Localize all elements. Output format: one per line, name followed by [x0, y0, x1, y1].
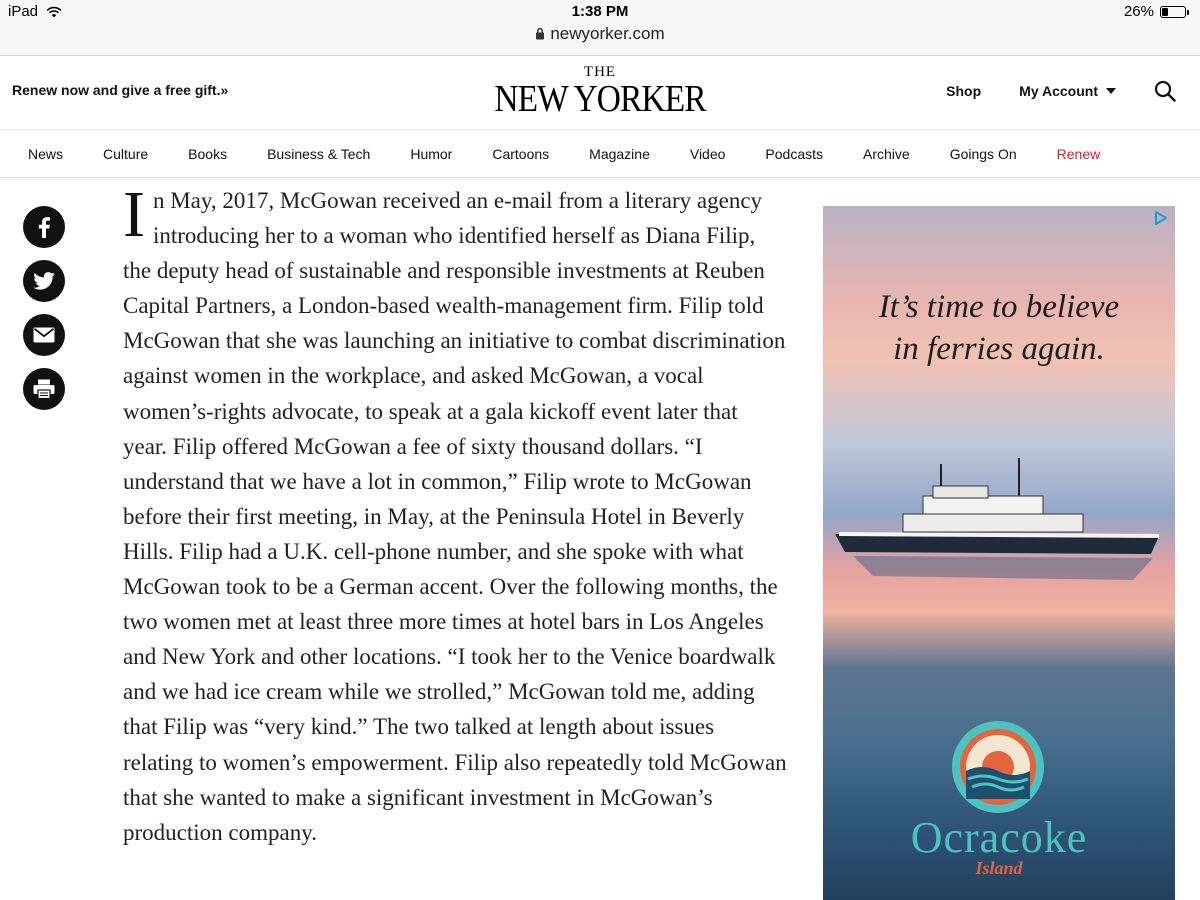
article-text: n May, 2017, McGowan received an e-mail from a literary agency introducing her to a woman who identified herself as Diana Filip, the deputy head of sustainable and responsible investments at Reuben Capital Partners, a London-based wealth-management firm. Filip told McGowan that she was launching an initiative to combat discrimination against women in the workplace, and asked McGowan, a vocal women’s-rights advocate, to speak at a gala kickoff event later that year. Filip offered McGowan a fee of sixty thousand dollars. “I understand that we have a lot in common,” Filip wrote to McGowan before their first meeting, in May, at the Peninsula Hotel in Beverly Hills. Filip had a U.K. cell-phone number, and she spoke with what McGowan took to be a German accent. Over the following months, the two women met at least three more times at hotel bars in Los Angeles and New York and other locations. “I took her to the Venice boardwalk and we had ice cream while we strolled,” McGowan told me, adding that Filip was “very kind.” The two talked at length about issues relating to women’s empowerment. Filip also repeatedly told McGowan that she wanted to make a significant investment in McGowan’s production company. [123, 188, 787, 845]
share-facebook-button[interactable] [23, 206, 65, 248]
print-icon [33, 379, 55, 399]
renew-promo-link[interactable]: Renew now and give a free gift.» [12, 82, 229, 98]
share-twitter-button[interactable] [23, 260, 65, 302]
nav-item-humor[interactable]: Humor [410, 145, 453, 162]
share-bar [23, 206, 65, 410]
ferry-advertisement[interactable] [823, 206, 1175, 900]
ad-brand: Ocracoke [910, 813, 1088, 862]
battery-percent: 26% [1123, 3, 1154, 20]
search-icon[interactable] [1154, 80, 1176, 102]
facebook-icon [37, 216, 51, 238]
site-header [0, 56, 1200, 130]
share-print-button[interactable] [23, 368, 65, 410]
my-account-menu[interactable] [1019, 83, 1116, 99]
chevron-down-icon [1106, 88, 1116, 94]
ad-tagline [823, 286, 1175, 370]
nav-item-archive[interactable]: Archive [863, 145, 910, 162]
ad-brand-sub: Island [975, 858, 1023, 878]
ad-tagline-line1: It’s time to believe [878, 289, 1120, 325]
nav-item-renew[interactable]: Renew [1056, 145, 1101, 162]
nav-item-news[interactable]: News [28, 145, 64, 162]
lock-icon [535, 27, 545, 40]
section-nav [0, 130, 1200, 178]
nav-item-magazine[interactable]: Magazine [589, 145, 650, 162]
logo-the: THE [583, 64, 617, 80]
article-paragraph [123, 178, 787, 850]
my-account-label: My Account [1019, 83, 1098, 99]
battery-icon [1160, 6, 1186, 18]
nav-item-business-tech[interactable]: Business & Tech [267, 145, 371, 162]
status-right [1124, 3, 1186, 20]
nav-item-culture[interactable]: Culture [103, 145, 149, 162]
ocracoke-sun-logo [950, 719, 1046, 815]
nav-item-podcasts[interactable]: Podcasts [765, 145, 824, 162]
shop-link[interactable]: Shop [946, 83, 982, 99]
share-email-button[interactable] [23, 314, 65, 356]
clock: 1:38 PM [571, 3, 629, 20]
email-icon [33, 327, 55, 343]
url-domain: newyorker.com [550, 24, 665, 43]
header-actions [946, 80, 1176, 102]
article-body [123, 178, 787, 850]
ad-choices-icon[interactable] [1153, 210, 1169, 226]
address-bar[interactable] [0, 24, 1200, 44]
battery-fill [1162, 8, 1168, 16]
nav-item-cartoons[interactable]: Cartoons [492, 145, 550, 162]
ad-tagline-line2: in ferries again. [893, 331, 1105, 367]
nav-item-video[interactable]: Video [689, 145, 726, 162]
drop-cap: I [123, 178, 145, 251]
device-name: iPad [8, 3, 39, 20]
nav-item-books[interactable]: Books [188, 145, 228, 162]
ferry-image [833, 456, 1163, 586]
logo-main: NEW YORKER [494, 78, 706, 120]
twitter-icon [33, 272, 55, 290]
nav-item-goings-on[interactable]: Goings On [949, 145, 1017, 162]
ios-status-bar [0, 0, 1200, 56]
